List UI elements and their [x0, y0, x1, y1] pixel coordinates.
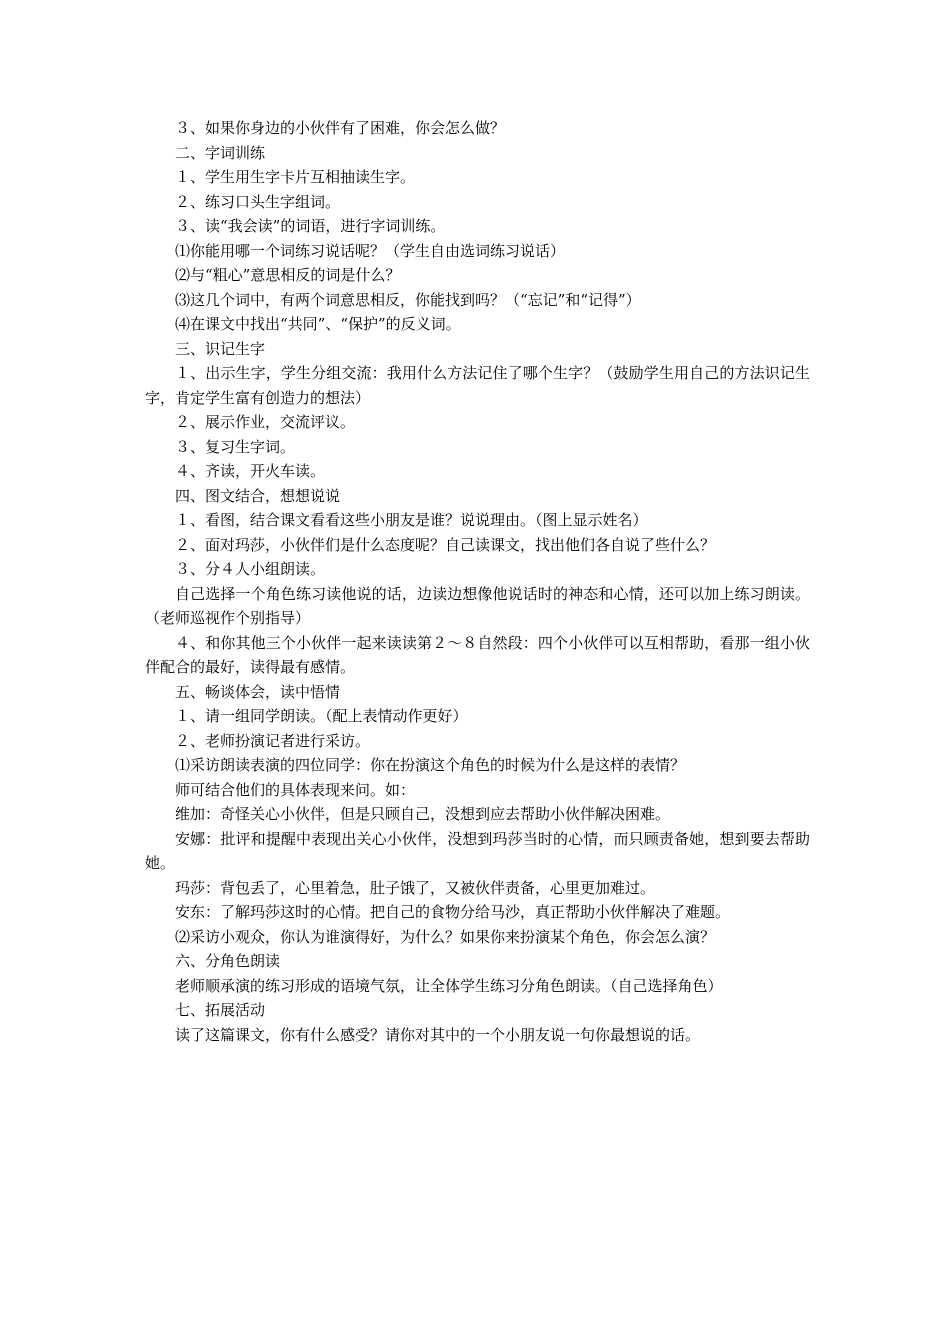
- section-heading-3: 三、识记生字: [175, 339, 266, 358]
- paragraph-11: １、出示生字，学生分组交流：我用什么方法记住了哪个生字？（鼓励学生用自己的方法识记生字，肯定学生富有创造力的想法）: [145, 364, 810, 407]
- paragraph-19: 自己选择一个角色练习读他说的话，边读边想像他说话时的神态和心情，还可以加上练习朗读。（老师巡视作个别指导）: [145, 584, 810, 627]
- paragraph-22: １、请一组同学朗读。（配上表情动作更好）: [175, 707, 468, 725]
- paragraph-1: ３、如果你身边的小伙伴有了困难，你会怎么做？: [175, 119, 506, 137]
- document-body: [145, 116, 810, 1047]
- paragraph-8: ⑶这几个词中，有两个词意思相反，你能找到吗？（“忘记”和“记得”）: [175, 290, 641, 309]
- paragraph-23: ２、老师扮演记者进行采访。: [175, 731, 371, 750]
- paragraph-26: 维加：奇怪关心小伙伴，但是只顾自己，没想到应去帮助小伙伴解决困难。: [175, 805, 671, 823]
- paragraph-5: ３、读“我会读”的词语，进行字词训练。: [175, 217, 446, 235]
- paragraph-3: １、学生用生字卡片互相抽读生字。: [175, 168, 416, 186]
- section-heading-7: 七、拓展活动: [175, 1001, 266, 1019]
- paragraph-32: 老师顺承演的练习形成的语境气氛，让全体学生练习分角色朗读。（自己选择角色）: [175, 976, 723, 995]
- section-heading-5: 五、畅谈体会，读中悟情: [175, 682, 341, 701]
- paragraph-14: ４、齐读，开火车读。: [175, 462, 326, 480]
- paragraph-12: ２、展示作业，交流评议。: [175, 413, 356, 431]
- paragraph-30: ⑵采访小观众，你认为谁演得好，为什么？如果你来扮演某个角色，你会怎么演？: [175, 927, 716, 946]
- paragraph-16: １、看图，结合课文看看这些小朋友是谁？说说理由。（图上显示姓名）: [175, 511, 648, 529]
- paragraph-24: ⑴采访朗读表演的四位同学：你在扮演这个角色的时候为什么是这样的表情？: [175, 756, 686, 774]
- section-heading-6: 六、分角色朗读: [175, 952, 281, 970]
- paragraph-29: 安东：了解玛莎这时的心情。把自己的食物分给马沙，真正帮助小伙伴解决了难题。: [175, 903, 731, 921]
- section-heading-2: 二、字词训练: [175, 143, 266, 162]
- paragraph-27: 安娜：批评和提醒中表现出关心小伙伴，没想到玛莎当时的心情，而只顾责备她，想到要去帮助她。: [145, 829, 810, 872]
- paragraph-4: ２、练习口头生字组词。: [175, 192, 341, 211]
- section-heading-4: 四、图文结合，想想说说: [175, 486, 341, 505]
- paragraph-17: ２、面对玛莎，小伙伴们是什么态度呢？自己读课文，找出他们各自说了些什么？: [175, 535, 716, 554]
- paragraph-18: ３、分４人小组朗读。: [175, 560, 326, 578]
- paragraph-34: 读了这篇课文，你有什么感受？请你对其中的一个小朋友说一句你最想说的话。: [175, 1025, 701, 1044]
- paragraph-28: 玛莎：背包丢了，心里着急，肚子饿了，又被伙伴责备，心里更加难过。: [175, 878, 656, 897]
- paragraph-25: 师可结合他们的具体表现来问。如：: [175, 780, 416, 799]
- paragraph-7: ⑵与“粗心”意思相反的词是什么？: [175, 266, 401, 284]
- paragraph-13: ３、复习生字词。: [175, 437, 296, 456]
- paragraph-6: ⑴你能用哪一个词练习说话呢？（学生自由选词练习说话）: [175, 241, 566, 260]
- paragraph-20: ４、和你其他三个小伙伴一起来读读第２～８自然段：四个小伙伴可以互相帮助，看那一组小伙伴配合的最好，读得最有感情。: [145, 633, 810, 676]
- paragraph-9: ⑷在课文中找出“共同”、“保护”的反义词。: [175, 315, 461, 333]
